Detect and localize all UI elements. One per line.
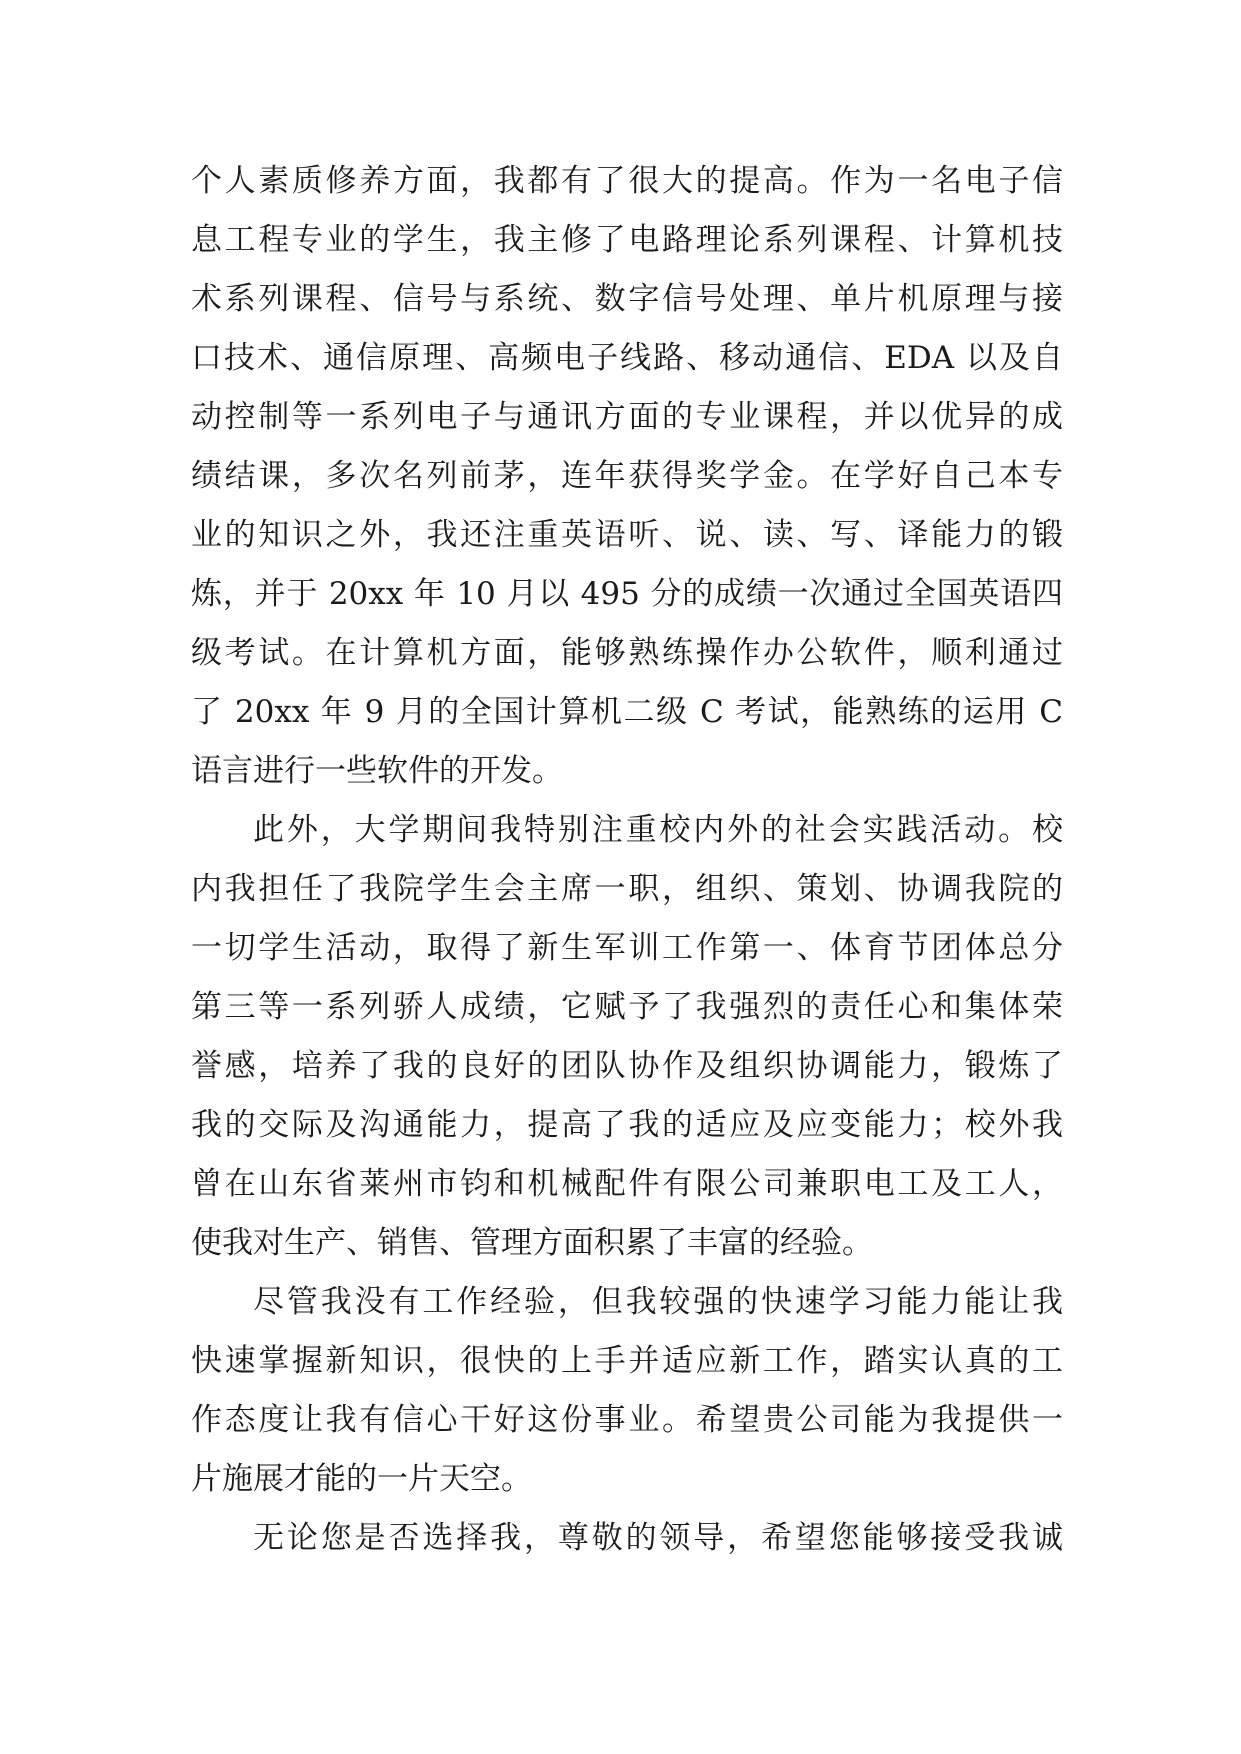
text-line: 业的知识之外，我还注重英语听、说、读、写、译能力的锻 [191,517,1063,553]
text-line: 内我担任了我院学生会主席一职，组织、策划、协调我院的 [191,871,1063,907]
paragraph-1 [191,152,1063,801]
document-body [191,152,1063,1568]
paragraph-3 [191,1273,1063,1509]
text-line: 使我对生产、销售、管理方面积累了丰富的经验。 [191,1225,873,1261]
text-line: 片施展才能的一片天空。 [191,1461,532,1497]
text-line: 语言进行一些软件的开发。 [191,753,563,789]
text-line: 快速掌握新知识，很快的上手并适应新工作，踏实认真的工 [191,1343,1063,1379]
text-line: 术系列课程、信号与系统、数字信号处理、单片机原理与接 [191,281,1063,317]
text-line: 无论您是否选择我，尊敬的领导，希望您能够接受我诚 [253,1520,1063,1556]
text-line: 此外，大学期间我特别注重校内外的社会实践活动。校 [253,812,1063,848]
text-line: 尽管我没有工作经验，但我较强的快速学习能力能让我 [253,1284,1063,1320]
text-line: 作态度让我有信心干好这份事业。希望贵公司能为我提供一 [191,1402,1063,1438]
text-line: 绩结课，多次名列前茅，连年获得奖学金。在学好自己本专 [191,458,1063,494]
text-line: 个人素质修养方面，我都有了很大的提高。作为一名电子信 [191,163,1063,199]
text-line: 级考试。在计算机方面，能够熟练操作办公软件，顺利通过 [191,635,1063,671]
text-line: 了 20xx 年 9 月的全国计算机二级 C 考试，能熟练的运用 C [191,694,1063,730]
text-line: 动控制等一系列电子与通讯方面的专业课程，并以优异的成 [191,399,1063,435]
paragraph-2 [191,801,1063,1273]
text-line: 誉感，培养了我的良好的团队协作及组织协调能力，锻炼了 [191,1048,1063,1084]
paragraph-4 [191,1509,1063,1568]
text-line: 息工程专业的学生，我主修了电路理论系列课程、计算机技 [191,222,1063,258]
text-line: 曾在山东省莱州市钧和机械配件有限公司兼职电工及工人， [191,1166,1063,1202]
text-line: 炼，并于 20xx 年 10 月以 495 分的成绩一次通过全国英语四 [191,576,1063,612]
text-line: 一切学生活动，取得了新生军训工作第一、体育节团体总分 [191,930,1063,966]
text-line: 我的交际及沟通能力，提高了我的适应及应变能力；校外我 [191,1107,1063,1143]
text-line: 口技术、通信原理、高频电子线路、移动通信、EDA 以及自 [191,340,1063,376]
text-line: 第三等一系列骄人成绩，它赋予了我强烈的责任心和集体荣 [191,989,1063,1025]
